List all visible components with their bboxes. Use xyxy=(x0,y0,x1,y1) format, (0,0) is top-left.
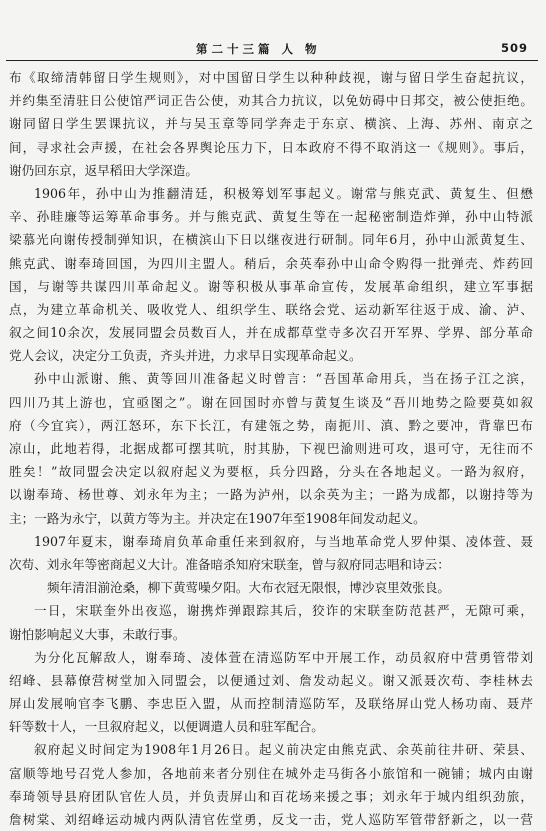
poem-line: 频年清泪湔沧桑，柳下黄莺噪夕阳。大布衣冠无限恨，博沙哀里效张良。 xyxy=(47,580,450,596)
text-line: 屏山发展响官李飞鹏、李忠臣入盟，从而控制清巡防军，及联络屏山党人杨功南、聂芹 xyxy=(9,696,533,712)
text-line: 詹树棠、刘绍峰运动城内两队清官佐堂勇，反戈一击，党人巡防军管带舒新之，以一营 xyxy=(9,812,533,827)
text-line: 胜矣！”故同盟会决定以叙府起义为要枢，兵分四路，分头在各地起义。一路为叙府， xyxy=(9,464,533,480)
text-line: 为分化瓦解敌人，谢奉琦、凌体萱在清巡防军中开展工作，动员叙府中营勇管带刘 xyxy=(34,649,533,665)
text-line: 谢同留日学生罢课抗议，并与吴玉章等同学奔走于东京、横滨、上海、苏州、南京之 xyxy=(9,116,533,132)
text-line: 凉山，此地若得，北据成都可摆其吭，肘其胁，下视巴渝则进可攻，退可守，无往而不 xyxy=(9,441,533,456)
running-header xyxy=(0,37,546,57)
text-line: 谢怕影响起义大事，未敢行事。 xyxy=(9,626,186,642)
text-line: 富顺等地号召党人参加，各地前来者分别住在城外走马街各小旅馆和一碗铺；城内由谢 xyxy=(9,765,533,781)
text-line: 1907年夏末，谢奉琦肩负革命重任来到叙府，与当地革命党人罗仲渠、凌体萱、聂 xyxy=(34,533,533,549)
text-line: 布《取缔清韩留日学生规则》，对中国留日学生以种种歧视，谢与留日学生奋起抗议， xyxy=(9,70,533,85)
text-line: 四川乃其上游也，宜亟图之”。谢在回国时亦曾与黄复生谈及“吾川地势之险要莫如叙 xyxy=(9,394,533,410)
text-line: 梁慕光向谢传授制弹知识，在横滨山下日以继夜进行研制。同年6月，孙中山派黄复生、 xyxy=(9,232,533,248)
text-line: 熊克武、谢奉琦回国，为四川主盟人。稍后，余英奉孙中山命令购得一批弹壳、炸药回 xyxy=(9,255,533,271)
body-text xyxy=(9,66,533,831)
page-number: 509 xyxy=(500,41,528,55)
text-line: 孙中山派谢、熊、黄等回川准备起义时曾言：“吾国革命用兵，当在扬子江之滨， xyxy=(34,371,533,387)
text-line: 一日，宋联奎外出夜巡，谢携炸弹跟踪其后，狡诈的宋联奎防范甚严，无隙可乘， xyxy=(34,603,533,619)
text-line: 绍峰、县幕僚营树堂加入同盟会，以便通过刘、詹发动起义。谢又派聂次苟、李桂林去 xyxy=(9,672,533,688)
text-line: 奉琦领导县府团队官佐人员，并负责屏山和百花场来援之事；刘永年于城内组织劲旅， xyxy=(9,788,533,804)
text-line: 以谢奉琦、杨世尊、刘永年为主；一路为泸州，以余英为主；一路为成都，以谢持等为 xyxy=(9,487,533,503)
text-line: 轩等数十人，一旦叙府起义，以便调遣人员和驻军配合。 xyxy=(9,719,324,735)
section-title: 第二十三篇 人 物 xyxy=(196,42,321,56)
text-line: 次苟、刘永年等密商起义大计。准备暗杀知府宋联奎，曾与叙府同志唱和诗云： xyxy=(9,556,450,572)
text-line: 府（今宜宾），两江怒环，东下长江，有建瓴之势，南扼川、滇、黔之要冲，背靠巴布 xyxy=(9,417,533,433)
text-line: 1906年，孙中山为推翻清廷，积极筹划军事起义。谢常与熊克武、黄复生、但懋 xyxy=(34,185,533,201)
text-line: 间，寻求社会声援，在社会各界舆论压力下，日本政府不得不取消这一《规则》。事后， xyxy=(9,139,533,155)
text-line: 主；一路为永宁，以黄方等为主。并决定在1907年至1908年间发动起义。 xyxy=(9,510,426,526)
text-line: 辛、孙眭廉等运筹革命事务。并与熊克武、黄复生等在一起秘密制造炸弹，孙中山特派 xyxy=(9,209,533,225)
header-rule xyxy=(6,60,538,61)
text-line: 谢仍回东京，返早稻田大学深造。 xyxy=(9,162,198,178)
text-line: 叙之间10余次，发展同盟会员数百人，并在成都草堂寺多次召开军界、学界、部分革命 xyxy=(9,325,533,341)
text-line: 并约集至清驻日公使馆严词正告公使，劝其合力抗议，以免妨碍中日邦交，被公使拒绝。 xyxy=(9,93,533,109)
text-line: 党人会议，决定分工负责，齐头并进，力求早日实现革命起义。 xyxy=(9,348,362,364)
text-line: 国，与谢等共谋四川革命起义。谢等积极从事革命宣传，发展革命组织，建立军事据 xyxy=(9,278,533,294)
text-line: 叙府起义时间定为1908年1月26日。起义前决定由熊克武、余英前往井研、荣县、 xyxy=(34,742,533,758)
text-line: 点，为建立革命机关、吸收党人、组织学生、联络会党、运动新军往返于成、渝、泸、 xyxy=(9,301,533,317)
